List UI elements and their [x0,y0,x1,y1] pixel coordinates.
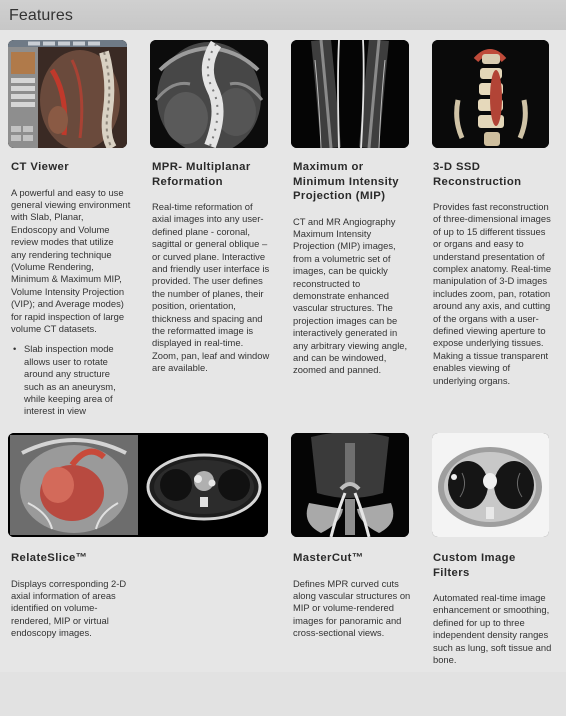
feature-title: RelateSlice™ [11,552,88,564]
feature-mastercut [293,551,413,640]
relateslice-image [8,433,268,537]
feature-bullet: • Slab inspection mode allows user to rotate around any structure such as an aneurysm, while keeping area of interest in view [11,343,131,417]
feature-description: Provides fast reconstruction of three-dimensional images of up to 15 different tissues or organs and easy to understand presentation of complex anatomy. Real-time manipulation of 3-D images includes zoom, pan, rotation around any axis, and cutting of the organs with a user-defined viewing aperture to expose underlying tissues. Making a tissue transparent enables viewing of underlying organs. [433,201,552,386]
feature-title: MPR- Multiplanar Reformation [152,161,251,188]
feature-description: Automated real-time image enhancement or smoothing, defined for up to three independent density ranges such as lung, soft tissue and bone. [433,592,552,666]
feature-description: CT and MR Angiography Maximum Intensity Projection (MIP) images, from a volumetric set of images, can be quickly reconstructed to demonstrate enhanced vascular structures. The projection images can be interactively generated in any arbitrary viewing angle, and can be windowed, zoomed and panned. [293,215,408,376]
feature-title: MasterCut™ [293,552,364,564]
custom-filters-lung-image [432,433,549,537]
page-header [0,0,566,30]
feature-title: CT Viewer [11,161,70,173]
feature-bullets [11,343,131,417]
feature-relateslice [11,551,131,640]
feature-title: Custom Image Filters [433,552,516,579]
feature-custom-image-filters [433,551,553,666]
ct-viewer-screenshot [8,40,127,148]
feature-description: Displays corresponding 2-D axial information of areas identified on volume-rendered, MIP or virtual endoscopy images. [11,577,127,639]
feature-description: Real-time reformation of axial images into any user-defined plane - coronal, sagittal or general oblique – or curved plane. Interactive and friendly user interface is provided. The user defines the number of planes, their position, orientation, thickness and spacing and the reformatted image is displayed in real-time. Zoom, pan, leaf and window are available. [152,201,270,374]
feature-title: Maximum or Minimum Intensity Projection (MIP) [293,161,399,202]
3d-ssd-spine-image [432,40,549,148]
mastercut-image [291,433,409,537]
mip-angiography-image [291,40,409,148]
page-title: Features [9,7,73,24]
feature-mpr [152,160,272,375]
feature-description: Defines MPR curved cuts along vascular structures on MIP or volume-rendered images for panoramic and cross-sectional views. [293,577,411,639]
feature-title: 3-D SSD Reconstruction [433,161,522,188]
feature-mip [293,160,413,377]
feature-ct-viewer [11,160,131,418]
feature-description: A powerful and easy to use general viewing environment with Slab, Planar, Endoscopy and Volume review modes that utilize any rendering technique (Volume Rendering, Minimum & Maximum MIP, Volume Intensity Projection (VIP); and Average modes) for rapid inspection of large volume CT datasets. [11,186,131,334]
mpr-spine-image [150,40,268,148]
feature-3d-ssd [433,160,553,387]
footer-band [0,672,566,716]
